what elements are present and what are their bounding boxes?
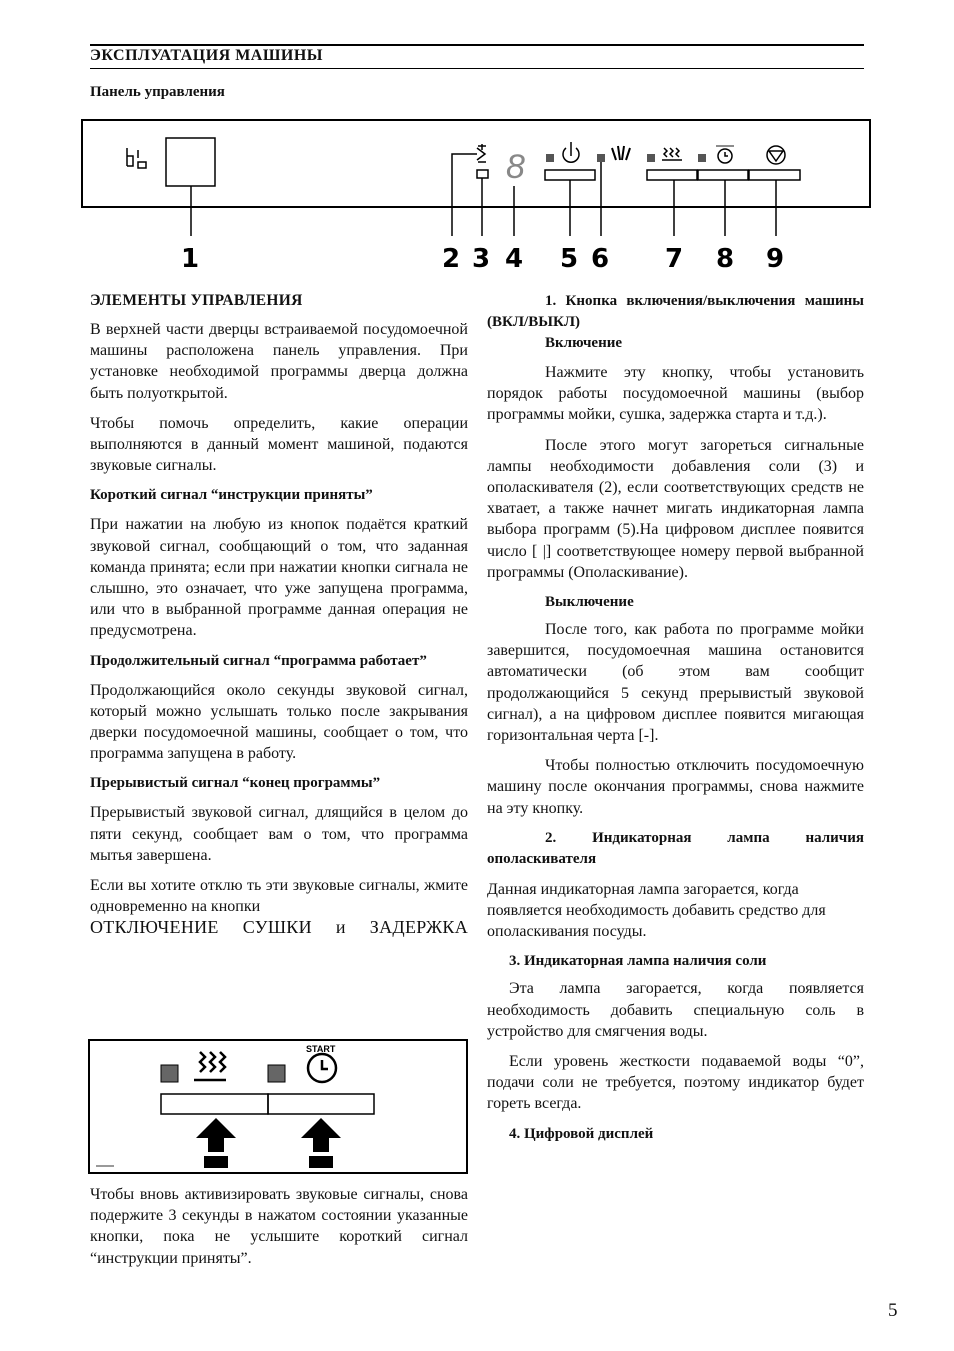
section-subtitle: Панель управления xyxy=(90,84,225,100)
page-title: ЭКСПЛУАТАЦИЯ МАШИНЫ xyxy=(90,47,324,64)
arrow-up-icon xyxy=(196,1118,236,1168)
rinse-aid-heading: 2. Индикаторная лампа наличия ополаскивателя xyxy=(487,829,864,867)
paragraph: Данная индикаторная лампа загорается, когда появляется необходимость добавить средство для ополаскивания посуды. xyxy=(487,880,826,941)
delay-button[interactable] xyxy=(698,170,748,180)
controls-heading: ЭЛЕМЕНТЫ УПРАВЛЕНИЯ xyxy=(90,292,303,309)
header-rule-bottom xyxy=(90,68,864,69)
cancel-button[interactable] xyxy=(749,170,800,180)
off-heading: Выключение xyxy=(545,594,634,611)
program-icon xyxy=(612,146,630,160)
delay-icon xyxy=(716,146,734,163)
paragraph: Нажмите эту кнопку, чтобы установить порядок работы посудомоечной машины (выбор программы мойки, сушка, задержка старта и т.д.). xyxy=(487,364,864,424)
paragraph xyxy=(90,875,468,917)
callout-4: 4 xyxy=(505,244,524,274)
delay-icon xyxy=(308,1054,336,1082)
power-icon xyxy=(563,142,579,162)
callout-9: 9 xyxy=(766,244,785,274)
power-button-heading: 1. Кнопка включения/выключения машины (ВКЛ/ВЫКЛ) xyxy=(487,293,864,330)
left-column-end xyxy=(90,1184,468,1278)
paragraph-text: Если вы хотите отклю ть эти звуковые сигналы, жмите одновременно на кнопки xyxy=(90,877,468,916)
display-heading: 4. Цифровой дисплей xyxy=(509,1125,654,1142)
callout-2: 2 xyxy=(442,244,461,274)
header-rule-top xyxy=(90,44,864,46)
callout-1: 1 xyxy=(181,244,200,274)
callout-5: 5 xyxy=(560,244,579,274)
power-button[interactable] xyxy=(545,170,595,180)
door-icon xyxy=(127,148,146,168)
paragraph: В верхней части дверцы встраиваемой посудомоечной машины расположена панель управления. При установке необходимой программы дверца должна быть полуоткрытой. xyxy=(90,321,468,402)
drying-icon xyxy=(194,1052,226,1080)
paragraph: Продолжающийся около секунды звуковой сигнал, который можно услышать только после закрывания дверки посудомоечной машины, сообщает о том, что программа запущена в работу. xyxy=(90,681,468,763)
drying-off-button[interactable] xyxy=(161,1094,268,1114)
paragraph: Чтобы помочь определить, какие операции выполняются в данный момент машиной, подаются звуковые сигналы. xyxy=(90,414,468,475)
salt-heading: 3. Индикаторная лампа наличия соли xyxy=(509,953,767,970)
paragraph: Эта лампа загорается, когда появляется необходимость добавить специальную соль в устройство для смягчения воды. xyxy=(487,980,864,1040)
arrow-up-icon xyxy=(301,1118,341,1168)
drying-off-button[interactable] xyxy=(647,170,697,180)
long-signal-heading: Продолжительный сигнал “программа работает” xyxy=(90,652,427,669)
paragraph: После этого могут загореться сигнальные лампы необходимости добавления соли (3) и ополаскивателя (2), если соответствующих средств не хватает, а также начнет мигать индикаторная лампа выбора программ (5).На цифровом дисплее появится число [ |] соответствующее номеру первой выбранной программы (Ополаскивание). xyxy=(487,436,864,581)
digital-display: 8 xyxy=(506,148,525,186)
buttons-figure xyxy=(88,1038,470,1176)
paragraph: При нажатии на любую из кнопок подаётся краткий звуковой сигнал, сообщающий о том, что заданная команда принята; если при нажатии кнопки сигнала не слышно, это означает, что уже запущена программа, или что в выбранной программе данная операция не предусмотрена. xyxy=(90,516,468,640)
right-column xyxy=(487,291,864,1151)
paragraph: Прерывистый звуковой сигнал, длящийся в целом до пяти секунд, сообщает вам о том, что программа мытья завершена. xyxy=(90,804,468,864)
short-signal-heading: Короткий сигнал “инструкции приняты” xyxy=(90,487,373,504)
paragraph: Чтобы вновь активизировать звуковые сигналы, снова подержите 3 секунды в нажатом состоянии указанные кнопки, пока не услышите короткий сигнал “инструкции приняты”. xyxy=(90,1186,468,1267)
cancel-icon xyxy=(767,146,785,164)
buttons-caps-line: ОТКЛЮЧЕНИЕ СУШКИ и ЗАДЕРЖКА xyxy=(90,917,468,938)
callout-7: 7 xyxy=(665,244,684,274)
door-handle-box xyxy=(166,138,215,186)
paragraph: Если уровень жесткости подаваемой воды “0”, подачи соли не требуется, поэтому индикатор будет гореть всегда. xyxy=(487,1053,864,1113)
intermittent-signal-heading: Прерывистый сигнал “конец программы” xyxy=(90,775,381,792)
salt-icon xyxy=(477,170,488,236)
paragraph: После того, как работа по программе мойки завершится, посудомоечная машина остановится автоматически (об этом вам сообщит продолжающийся 5 секунд прерывистый звуковой сигнал), а на цифровом дисплее появится мигающая горизонтальная черта [-]. xyxy=(487,621,864,745)
left-column xyxy=(90,290,468,939)
drying-icon xyxy=(662,148,682,160)
control-panel-figure xyxy=(80,118,874,278)
callout-8: 8 xyxy=(716,244,735,274)
delay-button[interactable] xyxy=(268,1094,374,1114)
callout-3: 3 xyxy=(472,244,491,274)
callout-6: 6 xyxy=(591,244,610,274)
on-heading: Включение xyxy=(545,335,623,351)
rinse-aid-icon xyxy=(452,144,486,236)
page-number: 5 xyxy=(888,1300,898,1321)
paragraph: Чтобы полностью отключить посудомоечную машину после окончания программы, снова нажмите на эту кнопку. xyxy=(487,757,864,817)
start-label: START xyxy=(306,1044,336,1054)
